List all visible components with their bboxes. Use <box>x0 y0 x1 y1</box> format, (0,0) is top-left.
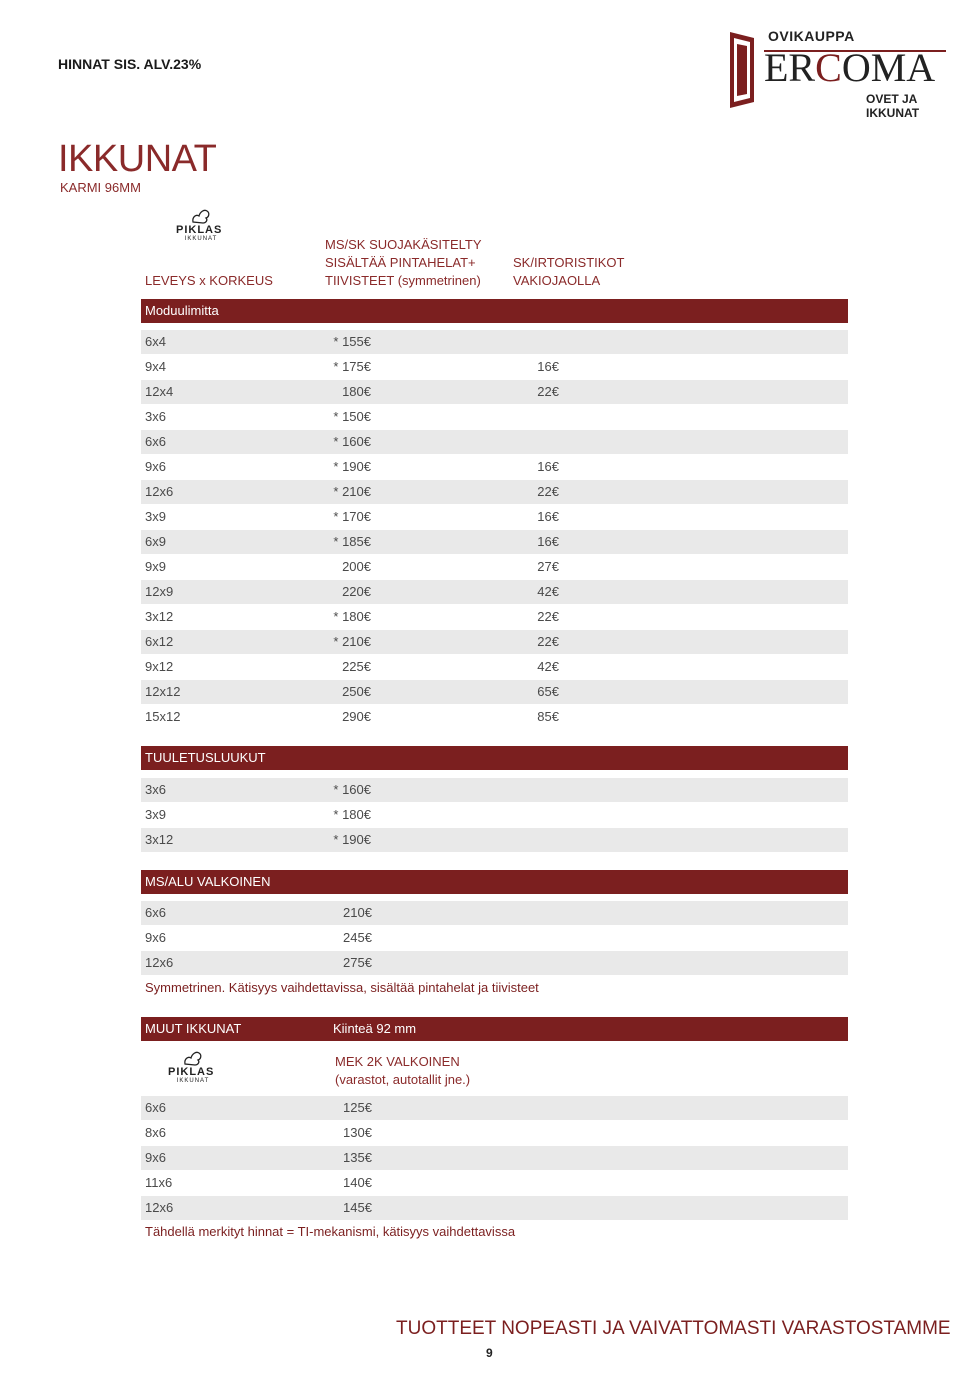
size-cell: 3x9 <box>145 807 166 822</box>
extra-cell: 16€ <box>537 509 559 524</box>
size-cell: 3x6 <box>145 409 166 424</box>
section-moduulimitta: Moduulimitta <box>141 299 848 323</box>
price-cell: 145€ <box>343 1200 372 1215</box>
piklas-logo-2 <box>168 1050 218 1084</box>
squirrel-icon <box>182 1050 204 1066</box>
extra-cell: 42€ <box>537 659 559 674</box>
size-cell: 6x6 <box>145 434 166 449</box>
size-cell: 6x4 <box>145 334 166 349</box>
table-row <box>141 803 848 827</box>
price-cell: 125€ <box>343 1100 372 1115</box>
price-cell: 200€ <box>342 559 371 574</box>
price-cell: * 150€ <box>333 409 371 424</box>
table-row <box>141 778 848 802</box>
table-row <box>141 655 848 679</box>
price-cell: 180€ <box>342 384 371 399</box>
table-row <box>141 580 848 604</box>
piklas-sub: IKKUNAT <box>184 236 218 242</box>
extra-cell: 65€ <box>537 684 559 699</box>
page-subtitle: KARMI 96MM <box>60 180 141 195</box>
size-cell: 12x6 <box>145 1200 174 1215</box>
size-cell: 3x9 <box>145 509 166 524</box>
size-cell: 6x9 <box>145 534 166 549</box>
table-row <box>141 605 848 629</box>
col-header-extra: SK/IRTORISTIKOT VAKIOJAOLLA <box>513 255 625 288</box>
extra-cell: 22€ <box>537 484 559 499</box>
price-cell: 140€ <box>343 1175 372 1190</box>
extra-cell: 42€ <box>537 584 559 599</box>
price-cell: * 190€ <box>333 459 371 474</box>
size-cell: 12x6 <box>145 484 174 499</box>
price-cell: 245€ <box>343 930 372 945</box>
price-cell: 130€ <box>343 1125 372 1140</box>
price-cell: 225€ <box>342 659 371 674</box>
price-cell: * 160€ <box>333 782 371 797</box>
price-cell: * 180€ <box>333 609 371 624</box>
table-row <box>141 430 848 454</box>
vat-note: HINNAT SIS. ALV.23% <box>58 56 202 72</box>
price-cell: * 160€ <box>333 434 371 449</box>
ercoma-logo <box>728 28 950 120</box>
table-row <box>141 705 848 729</box>
table-row <box>141 530 848 554</box>
table-row <box>141 1121 848 1145</box>
size-cell: 9x4 <box>145 359 166 374</box>
price-cell: * 170€ <box>333 509 371 524</box>
page-number: 9 <box>486 1346 493 1360</box>
table-row <box>141 951 848 975</box>
piklas-sub: IKKUNAT <box>176 1078 210 1084</box>
price-cell: 250€ <box>342 684 371 699</box>
size-cell: 12x12 <box>145 684 181 699</box>
table-row <box>141 555 848 579</box>
table-row <box>141 1196 848 1220</box>
size-cell: 9x6 <box>145 1150 166 1165</box>
extra-cell: 85€ <box>537 709 559 724</box>
price-cell: 210€ <box>343 905 372 920</box>
table-row <box>141 405 848 429</box>
extra-cell: 16€ <box>537 534 559 549</box>
section-tuuletusluukut: TUULETUSLUUKUT <box>141 746 848 770</box>
extra-cell: 16€ <box>537 459 559 474</box>
table-row <box>141 330 848 354</box>
size-cell: 9x6 <box>145 930 166 945</box>
page-title: IKKUNAT <box>58 138 217 180</box>
section-msalu: MS/ALU VALKOINEN <box>141 870 848 894</box>
price-cell: 290€ <box>342 709 371 724</box>
door-icon <box>728 30 758 110</box>
size-cell: 11x6 <box>145 1175 173 1190</box>
table-row <box>141 505 848 529</box>
table-row <box>141 828 848 852</box>
price-cell: * 180€ <box>333 807 371 822</box>
table-row <box>141 1146 848 1170</box>
table-row <box>141 926 848 950</box>
table-row <box>141 680 848 704</box>
size-cell: 6x6 <box>145 1100 166 1115</box>
price-cell: * 155€ <box>333 334 371 349</box>
price-cell: 220€ <box>342 584 371 599</box>
size-cell: 9x9 <box>145 559 166 574</box>
size-cell: 12x9 <box>145 584 174 599</box>
table-row <box>141 630 848 654</box>
col-header-size: LEVEYS x KORKEUS <box>145 273 273 288</box>
table-row <box>141 901 848 925</box>
price-cell: * 190€ <box>333 832 371 847</box>
col-header-price: MS/SK SUOJAKÄSITELTY SISÄLTÄÄ PINTAHELAT+ TIIVISTEET (symmetrinen) <box>325 237 482 288</box>
star-note: Tähdellä merkityt hinnat = TI-mekanismi, kätisyys vaihdettavissa <box>145 1224 516 1239</box>
piklas-logo <box>176 208 226 242</box>
extra-cell: 22€ <box>537 609 559 624</box>
size-cell: 12x6 <box>145 955 174 970</box>
size-cell: 3x12 <box>145 609 174 624</box>
table-row <box>141 1096 848 1120</box>
table-row <box>141 380 848 404</box>
footer-slogan: TUOTTEET NOPEASTI JA VAIVATTOMASTI VARASTOSTAMME <box>396 1318 951 1339</box>
size-cell: 6x6 <box>145 905 166 920</box>
extra-cell: 27€ <box>537 559 559 574</box>
price-cell: * 210€ <box>333 634 371 649</box>
size-cell: 3x6 <box>145 782 166 797</box>
logo-top-text: OVIKAUPPA <box>768 28 855 44</box>
squirrel-icon <box>190 208 212 224</box>
size-cell: 9x12 <box>145 659 174 674</box>
table-row <box>141 355 848 379</box>
logo-main-text: ERCOMA <box>764 45 936 90</box>
table-row <box>141 480 848 504</box>
size-cell: 3x12 <box>145 832 174 847</box>
size-cell: 15x12 <box>145 709 181 724</box>
logo-bottom-text: OVET JA IKKUNAT <box>866 92 920 120</box>
msalu-note: Symmetrinen. Kätisyys vaihdettavissa, sisältää pintahelat ja tiivisteet <box>145 980 539 995</box>
size-cell: 9x6 <box>145 459 166 474</box>
muut-description: MEK 2K VALKOINEN (varastot, autotallit jne.) <box>335 1054 471 1087</box>
price-cell: * 185€ <box>333 534 371 549</box>
extra-cell: 16€ <box>537 359 559 374</box>
section-muut: MUUT IKKUNAT Kiinteä 92 mm <box>141 1017 848 1041</box>
price-cell: 135€ <box>343 1150 372 1165</box>
price-cell: 275€ <box>343 955 372 970</box>
piklas-name: PIKLAS <box>168 1066 215 1078</box>
size-cell: 12x4 <box>145 384 174 399</box>
price-cell: * 210€ <box>333 484 371 499</box>
price-cell: * 175€ <box>333 359 371 374</box>
extra-cell: 22€ <box>537 634 559 649</box>
table-row <box>141 1171 848 1195</box>
size-cell: 8x6 <box>145 1125 166 1140</box>
size-cell: 6x12 <box>145 634 174 649</box>
extra-cell: 22€ <box>537 384 559 399</box>
table-row <box>141 455 848 479</box>
piklas-name: PIKLAS <box>176 224 223 236</box>
